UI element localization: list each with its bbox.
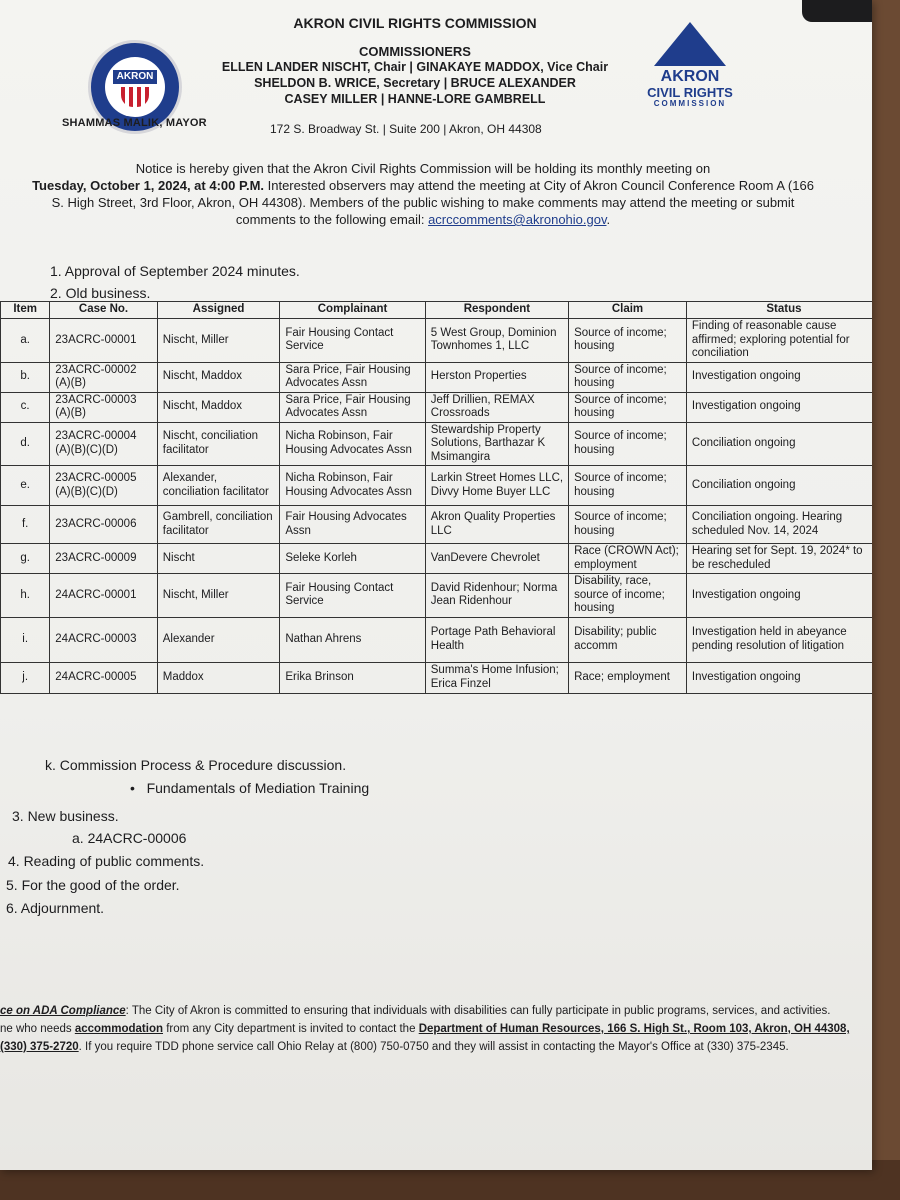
ada-title: ce on ADA Compliance <box>0 1005 126 1017</box>
table-cell: Race; employment <box>569 662 687 693</box>
notice-text-2: Interested observers may attend the meeting at City of Akron Council Conference Room A (166 S. High Street, 3rd Floor, Akron, OH 44308). Members of the public wishing to make comments may attend the meeting or submit comments to the following email: <box>51 178 814 227</box>
table-cell: 24ACRC-00005 <box>50 662 157 693</box>
mayor-name: SHAMMAS MALIK, MAYOR <box>62 117 207 129</box>
commission-logo <box>640 22 740 108</box>
table-cell: Source of income; housing <box>569 362 687 392</box>
table-cell: Nischt, Miller <box>157 319 280 363</box>
ada-accommodation: accommodation <box>74 1023 163 1035</box>
agenda-item-6: 6. Adjournment. <box>6 900 105 916</box>
old-business-table <box>0 301 872 694</box>
table-cell: d. <box>1 422 50 466</box>
table-cell: Erika Brinson <box>280 662 425 693</box>
table-cell: 23ACRC-00001 <box>50 319 157 363</box>
table-row <box>1 506 873 544</box>
meeting-notice <box>28 160 818 228</box>
table-row <box>1 319 873 363</box>
commissioners-line-2: SHELDON B. WRICE, Secretary | BRUCE ALEXANDER <box>254 76 576 90</box>
table-cell: Nischt, Maddox <box>157 362 280 392</box>
table-cell: Hearing set for Sept. 19, 2024* to be rescheduled <box>686 544 872 574</box>
table-cell: 23ACRC-00004 (A)(B)(C)(D) <box>50 422 157 466</box>
table-cell: f. <box>1 506 50 544</box>
ada-text-1: : The City of Akron is committed to ensuring that individuals with disabilities can fully participate in public programs, services, and activities. <box>125 1005 831 1017</box>
table-cell: Conciliation ongoing. Hearing scheduled Nov. 14, 2024 <box>686 506 872 544</box>
table-cell: Alexander <box>157 617 280 662</box>
table-row <box>1 574 873 618</box>
org-title: AKRON CIVIL RIGHTS COMMISSION <box>293 15 537 31</box>
table-cell: Gambrell, conciliation facilitator <box>157 506 280 544</box>
table-cell: b. <box>1 362 50 392</box>
table-cell: 24ACRC-00001 <box>50 574 157 618</box>
table-cell: Source of income; housing <box>569 392 687 422</box>
table-cell: Nicha Robinson, Fair Housing Advocates Assn <box>280 422 425 466</box>
table-cell: e. <box>1 466 50 506</box>
agenda-item-k-bullet: • Fundamentals of Mediation Training <box>130 780 370 796</box>
agenda-item-1: 1. Approval of September 2024 minutes. <box>50 263 300 279</box>
table-cell: Conciliation ongoing <box>686 466 872 506</box>
commissioners-line-1: ELLEN LANDER NISCHT, Chair | GINAKAYE MADDOX, Vice Chair <box>221 60 609 74</box>
agenda-item-k: k. Commission Process & Procedure discussion. <box>45 757 347 773</box>
table-cell: Seleke Korleh <box>280 544 425 574</box>
column-header: Item <box>1 302 50 319</box>
table-row <box>1 662 873 693</box>
commissioners-label: COMMISSIONERS <box>359 44 471 59</box>
table-cell: Nischt, conciliation facilitator <box>157 422 280 466</box>
logo-line-3: COMMISSION <box>653 99 727 108</box>
table-cell: j. <box>1 662 50 693</box>
table-cell: Investigation ongoing <box>686 392 872 422</box>
agenda-item-2: 2. Old business. <box>50 285 151 301</box>
table-cell: Investigation ongoing <box>686 662 872 693</box>
table-cell: Nicha Robinson, Fair Housing Advocates Assn <box>280 466 425 506</box>
table-cell: Jeff Drillien, REMAX Crossroads <box>425 392 568 422</box>
table-cell: Sara Price, Fair Housing Advocates Assn <box>280 362 425 392</box>
office-address: 172 S. Broadway St. | Suite 200 | Akron, OH 44308 <box>270 122 542 136</box>
commissioners-line-3: CASEY MILLER | HANNE-LORE GAMBRELL <box>284 92 546 106</box>
table-cell: Source of income; housing <box>569 506 687 544</box>
table-cell: c. <box>1 392 50 422</box>
table-cell: a. <box>1 319 50 363</box>
table-cell: Disability; public accomm <box>569 617 687 662</box>
table-cell: VanDevere Chevrolet <box>425 544 568 574</box>
comments-email-link[interactable]: acrccomments@akronohio.gov <box>428 212 607 227</box>
column-header: Case No. <box>50 302 157 319</box>
table-cell: Source of income; housing <box>569 422 687 466</box>
agenda-item-3: 3. New business. <box>12 808 119 824</box>
table-cell: Source of income; housing <box>569 466 687 506</box>
table-row <box>1 422 873 466</box>
agenda-item-5: 5. For the good of the order. <box>6 877 180 893</box>
table-cell: 5 West Group, Dominion Townhomes 1, LLC <box>425 319 568 363</box>
table-cell: Larkin Street Homes LLC, Divvy Home Buyer LLC <box>425 466 568 506</box>
logo-line-1: AKRON <box>660 68 720 85</box>
table-cell: 23ACRC-00005 (A)(B)(C)(D) <box>50 466 157 506</box>
column-header: Complainant <box>280 302 425 319</box>
logo-line-2: CIVIL RIGHTS <box>647 85 733 100</box>
hr-phone[interactable]: (330) 375-2720 <box>0 1041 79 1053</box>
table-cell: Nischt <box>157 544 280 574</box>
table-cell: Investigation ongoing <box>686 574 872 618</box>
bullet-text: Fundamentals of Mediation Training <box>146 780 370 796</box>
ada-text-3: . If you require TDD phone service call Ohio Relay at (800) 750-0750 and they will assist in contacting the Mayor's Office at (330) 375-2345. <box>78 1041 789 1053</box>
meeting-date: Tuesday, October 1, 2024, at 4:00 P.M. <box>32 178 265 193</box>
table-cell: 23ACRC-00003 (A)(B) <box>50 392 157 422</box>
table-cell: Sara Price, Fair Housing Advocates Assn <box>280 392 425 422</box>
table-cell: Nischt, Miller <box>157 574 280 618</box>
hr-department-link[interactable]: Department of Human Resources, 166 S. High St., Room 103, Akron, OH 44308, <box>418 1023 850 1035</box>
table-cell: Herston Properties <box>425 362 568 392</box>
pen-object <box>802 0 872 22</box>
seal-shield <box>121 87 149 107</box>
table-cell: 23ACRC-00006 <box>50 506 157 544</box>
table-cell: 24ACRC-00003 <box>50 617 157 662</box>
table-cell: Disability, race, source of income; housing <box>569 574 687 618</box>
table-body <box>1 319 873 694</box>
ada-compliance-notice <box>0 1002 872 1056</box>
table-row <box>1 617 873 662</box>
table-cell: Summa's Home Infusion; Erica Finzel <box>425 662 568 693</box>
ada-text-2a: ne who needs <box>0 1023 75 1035</box>
table-cell: h. <box>1 574 50 618</box>
table-row <box>1 466 873 506</box>
agenda-item-3a: a. 24ACRC-00006 <box>72 830 187 846</box>
table-row <box>1 362 873 392</box>
table-cell: Maddox <box>157 662 280 693</box>
table-cell: Finding of reasonable cause affirmed; exploring potential for conciliation <box>686 319 872 363</box>
seal-text: AKRON <box>113 70 157 84</box>
notice-text-1: Notice is hereby given that the Akron Civil Rights Commission will be holding its monthly meeting on <box>135 161 711 176</box>
table-cell: Alexander, conciliation facilitator <box>157 466 280 506</box>
column-header: Assigned <box>157 302 280 319</box>
table-cell: Stewardship Property Solutions, Barthazar K Msimangira <box>425 422 568 466</box>
table-cell: Investigation held in abeyance pending resolution of litigation <box>686 617 872 662</box>
table-row <box>1 392 873 422</box>
table-cell: Race (CROWN Act); employment <box>569 544 687 574</box>
table-row <box>1 544 873 574</box>
table-cell: Fair Housing Advocates Assn <box>280 506 425 544</box>
column-header: Status <box>686 302 872 319</box>
table-cell: Investigation ongoing <box>686 362 872 392</box>
table-cell: Akron Quality Properties LLC <box>425 506 568 544</box>
table-cell: Portage Path Behavioral Health <box>425 617 568 662</box>
table-cell: i. <box>1 617 50 662</box>
table-cell: g. <box>1 544 50 574</box>
table-header-row <box>1 302 873 319</box>
column-header: Claim <box>569 302 687 319</box>
table-cell: Source of income; housing <box>569 319 687 363</box>
table-cell: 23ACRC-00009 <box>50 544 157 574</box>
table-cell: Fair Housing Contact Service <box>280 574 425 618</box>
notice-end: . <box>606 212 611 227</box>
table-cell: Nischt, Maddox <box>157 392 280 422</box>
agenda-item-4: 4. Reading of public comments. <box>8 853 205 869</box>
table-cell: Nathan Ahrens <box>280 617 425 662</box>
table-cell: Fair Housing Contact Service <box>280 319 425 363</box>
table-cell: David Ridenhour; Norma Jean Ridenhour <box>425 574 568 618</box>
ada-text-2b: from any City department is invited to contact the <box>163 1023 419 1035</box>
table-cell: Conciliation ongoing <box>686 422 872 466</box>
table-cell: 23ACRC-00002 (A)(B) <box>50 362 157 392</box>
column-header: Respondent <box>425 302 568 319</box>
logo-triangle-icon <box>654 22 726 66</box>
